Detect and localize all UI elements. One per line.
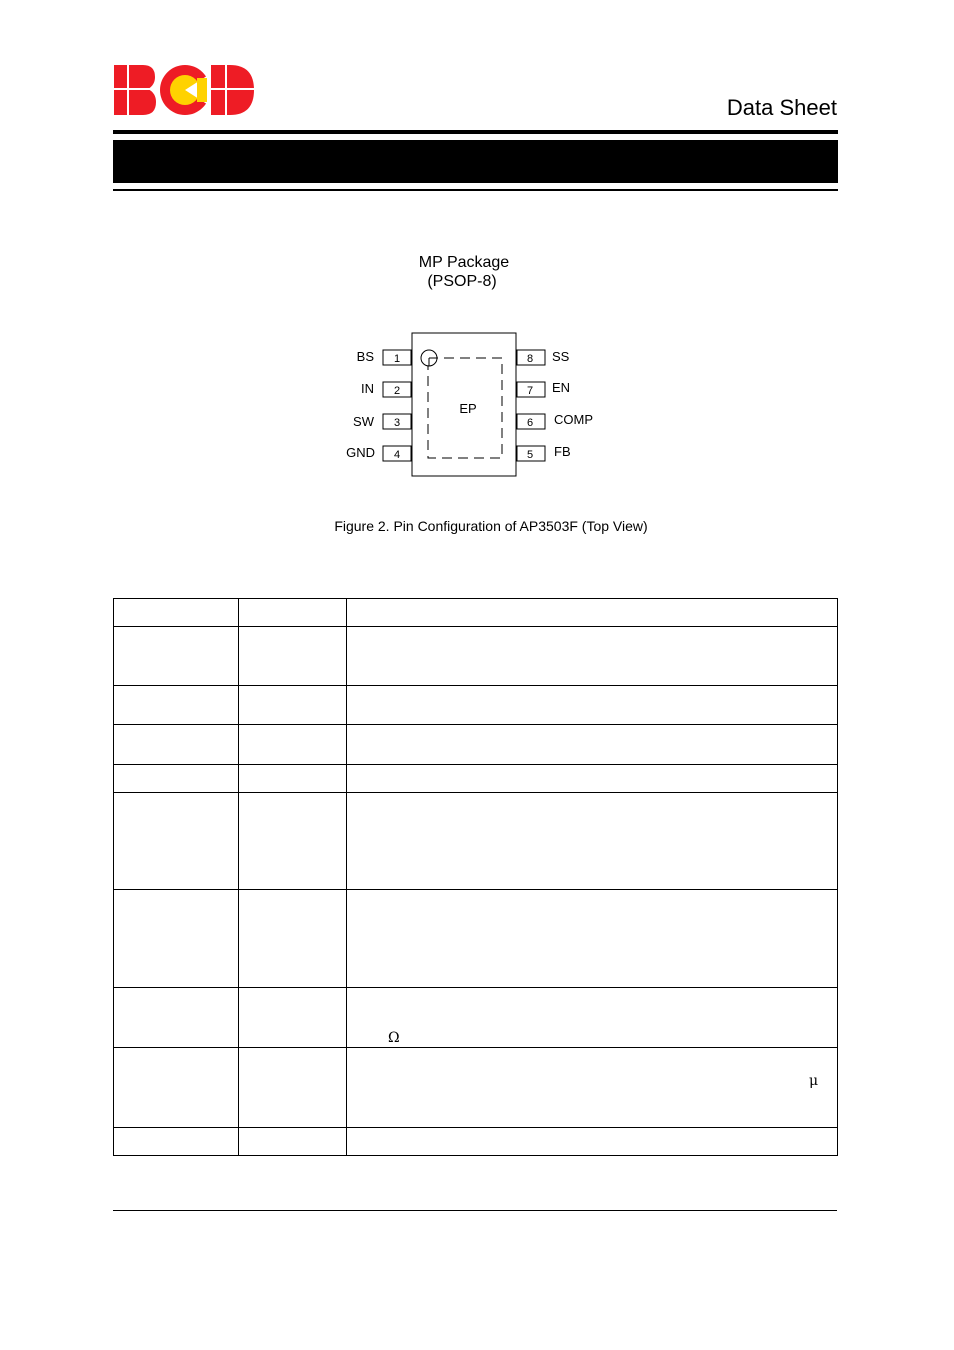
omega-symbol: Ω [388, 1030, 400, 1046]
pin-number: 5 [526, 449, 534, 461]
pin-number: 6 [526, 417, 534, 429]
pin-number: 8 [526, 353, 534, 365]
left-pin-1 [357, 349, 411, 365]
pin-label: GND [346, 445, 375, 460]
right-pin-6 [517, 412, 593, 429]
left-pin-4 [346, 445, 411, 461]
pin-number: 3 [393, 417, 401, 429]
pin-label: FB [554, 444, 571, 459]
pin-label: BS [356, 349, 374, 364]
footer-rule [113, 1210, 837, 1211]
exposed-pad-label: EP [459, 401, 477, 416]
pin-label: EN [552, 380, 571, 395]
pin-label: SW [353, 414, 374, 429]
package-type: (PSOP-8) [427, 273, 497, 290]
header-rule-lower [113, 189, 838, 191]
pin-label: IN [361, 381, 374, 396]
figure-caption: Figure 2. Pin Configuration of AP3503F (Top View) [334, 518, 648, 534]
right-pin-8 [517, 349, 570, 365]
pin-number: 1 [393, 353, 401, 365]
package-name: MP Package [418, 254, 510, 271]
pin-label: SS [552, 349, 570, 364]
document-type: Data Sheet [726, 95, 837, 120]
pin-label: COMP [554, 412, 593, 427]
mu-symbol: μ [809, 1073, 819, 1089]
left-pin-2 [361, 381, 411, 397]
header-rule [113, 130, 838, 134]
right-pin-5 [517, 444, 571, 461]
bcd-logo [113, 64, 255, 116]
right-pin-7 [517, 380, 570, 397]
pin-number: 2 [393, 385, 401, 397]
pin-description-table [113, 598, 839, 1158]
svg-text:BCD: BCD [113, 64, 116, 65]
pin-number: 7 [526, 385, 534, 397]
title-bar [113, 140, 838, 183]
pin-number: 4 [393, 449, 401, 461]
pin-configuration-diagram [330, 325, 630, 485]
left-pin-3 [353, 414, 411, 429]
